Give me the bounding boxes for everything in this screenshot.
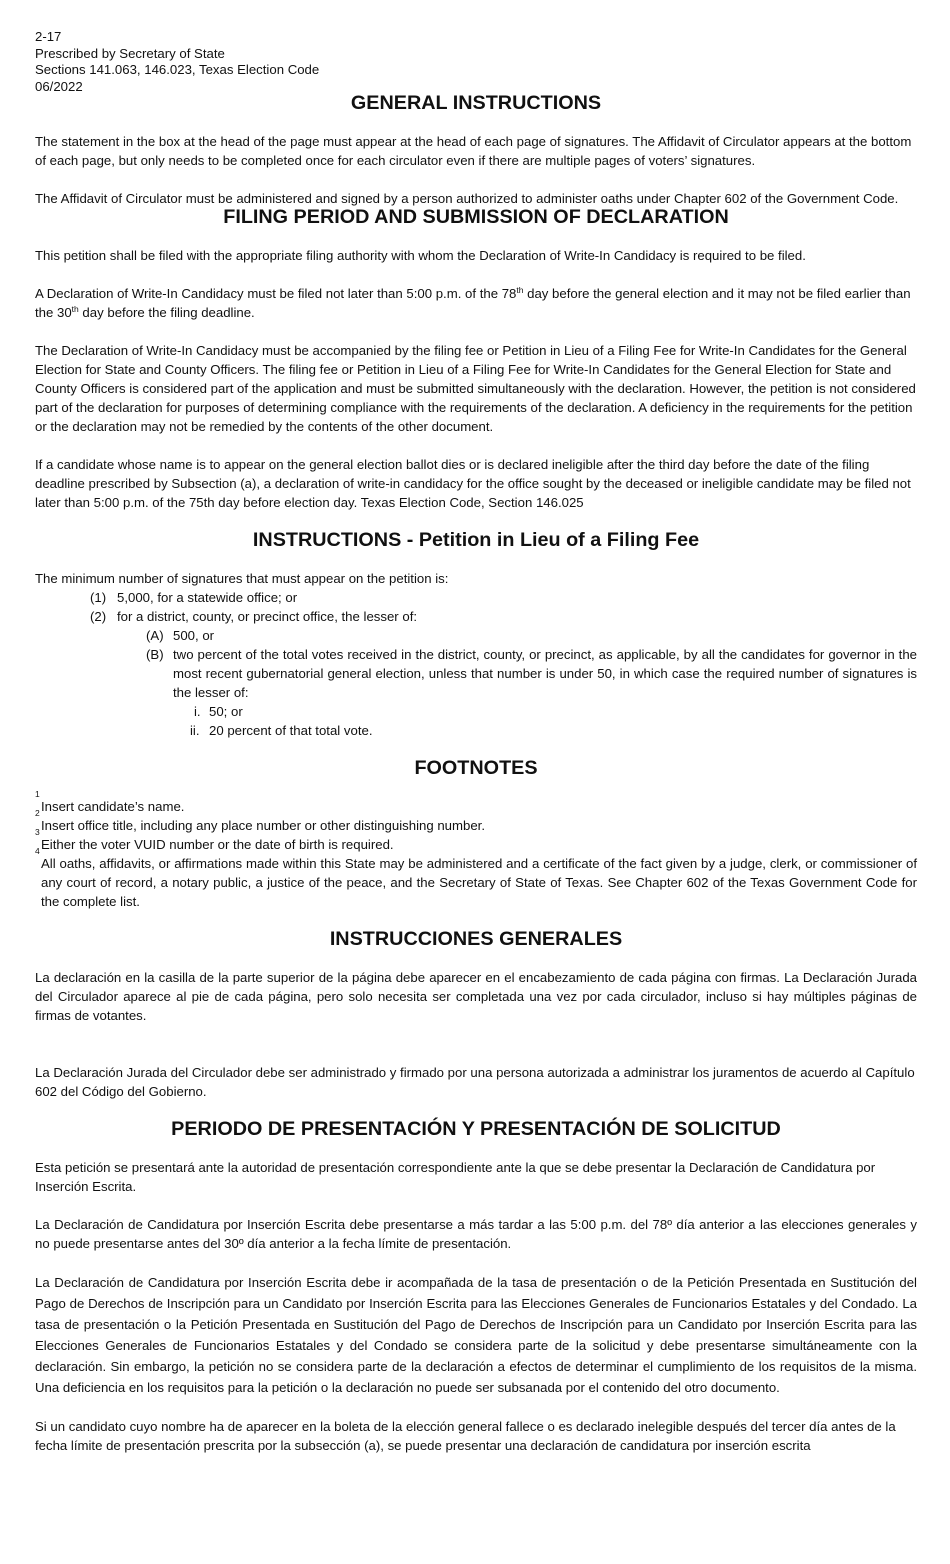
form-header <box>35 29 917 95</box>
list-item: (B) two percent of the total votes received in the district, county, or precinct, as applicable, by all the candidates for governor in the most recent gubernatorial general election, unless that number is under 50, in which case the required number of signatures is the lesser of: <box>146 647 917 700</box>
prescribed-by: Prescribed by Secretary of State <box>35 45 225 61</box>
form-number: 2-17 <box>35 29 62 44</box>
instrucciones-generales-p2: La Declaración Jurada del Circulador debe ser administrado y firmado por una persona autorizada a administrar los juramentos de acuerdo al Capítulo 602 del Código del Gobierno. <box>35 1065 915 1099</box>
list-item: (A) 500, or <box>146 628 215 643</box>
instrucciones-generales-heading: INSTRUCCIONES GENERALES <box>329 928 623 950</box>
instrucciones-generales-p1: La declaración en la casilla de la parte superior de la página debe aparecer en el encabezamiento de cada página con firmas. La Declaración Jurada del Circulador aparece al pie de cada página, pero solo necesita ser completada una vez por cada circulador, incluso si hay múltiples páginas de firmas de votantes. <box>35 970 917 1023</box>
general-instructions-p2: The Affidavit of Circulator must be administered and signed by a person authorized to administer oaths under Chapter 602 of the Government Code. <box>35 191 899 206</box>
filing-period-p3: The Declaration of Write-In Candidacy must be accompanied by the filing fee or Petition in Lieu of a Filing Fee for Write-In Candidates for the General Election for State and County Officers. The filing fee or Petition in Lieu of a Filing Fee for Write-In Candidates for the General Election for State and County Officers is considered part of the application and must be submitted simultaneously with the declaration. However, the petition is not considered part of the declaration for purposes of determining compliance with the requirements of the declaration. A deficiency in the requirements for the petition or the declaration may not be remedied by the contents of the other document. <box>35 343 916 434</box>
periodo-p2: La Declaración de Candidatura por Inserción Escrita debe presentarse a más tardar a las 5:00 p.m. del 78º día anterior a las elecciones generales y no puede presentarse antes del 30º día anterior a la fecha límite de presentación. <box>35 1217 917 1251</box>
general-instructions-heading: GENERAL INSTRUCTIONS <box>350 92 602 114</box>
form-date: 06/2022 <box>35 78 83 94</box>
filing-period-p2: A Declaration of Write-In Candidacy must be filed not later than 5:00 p.m. of the 78th day before the general election and it may not be filed earlier than the 30th day before the filing deadline. <box>35 285 911 320</box>
footnote: 3 Either the voter VUID number or the date of birth is required. <box>35 827 394 852</box>
periodo-heading: PERIODO DE PRESENTACIÓN Y PRESENTACIÓN DE SOLICITUD <box>171 1118 781 1140</box>
list-item: ii. 20 percent of that total vote. <box>190 723 373 738</box>
code-sections: Sections 141.063, 146.023, Texas Election Code <box>35 62 320 77</box>
petition-intro: The minimum number of signatures that must appear on the petition is: <box>35 571 449 586</box>
footnote: 4 All oaths, affidavits, or affirmations made within this State may be administered and a certificate of the fact given by a judge, clerk, or commissioner of any court of record, a notary public, a justice of the peace, and the Secretary of State of Texas. See Chapter 602 of the Texas Government Code for the complete list. <box>35 846 917 909</box>
footnote: 2 Insert office title, including any place number or other distinguishing number. <box>35 808 485 833</box>
general-instructions-p1: The statement in the box at the head of the page must appear at the head of each page of signatures. The Affidavit of Circulator appears at the bottom of each page, but only needs to be completed once for each circulator even if there are multiple pages of voters’ signatures. <box>35 134 912 168</box>
periodo-p3: La Declaración de Candidatura por Inserción Escrita debe ir acompañada de la tasa de presentación o de la Petición Presentada en Sustitución del Pago de Derechos de Inscripción para un Candidato por Inserción Escrita para las Elecciones Generales de Funcionarios Estatales y del Condado. La tasa de presentación o la Petición Presentada en Sustitución del Pago de Derechos de Inscripción para un Candidato por Inserción Escrita para las Elecciones Generales de Funcionarios Estatales y del Condado se considera parte de la solicitud y debe presentarse simultáneamente con la declaración. Sin embargo, la petición no se considera parte de la declaración a efectos de determinar el cumplimiento de los requisitos de la misma. Una deficiencia en los requisitos para la petición o la declaración no puede ser subsanada por el contenido del otro documento. <box>35 1275 917 1395</box>
filing-period-p4: If a candidate whose name is to appear on the general election ballot dies or is declared ineligible after the third day before the date of the filing deadline prescribed by Subsection (a), a declaration of write-in candidacy for the office sought by the deceased or ineligible candidate may be filed not later than 5:00 p.m. of the 75th day before election day. Texas Election Code, Section 146.025 <box>35 457 911 510</box>
footnote: 1 Insert candidate’s name. <box>35 789 185 814</box>
list-item: (1) 5,000, for a statewide office; or <box>90 590 298 605</box>
periodo-p4: Si un candidato cuyo nombre ha de aparecer en la boleta de la elección general fallece o es declarado inelegible después del tercer día antes de la fecha límite de presentación prescrita por la subsección (a), se puede presentar una declaración de candidatura por inserción escrita <box>35 1419 896 1453</box>
list-item: i. 50; or <box>194 704 243 719</box>
filing-period-p1: This petition shall be filed with the appropriate filing authority with whom the Declaration of Write-In Candidacy is required to be filed. <box>35 248 806 263</box>
document-page <box>35 29 917 1455</box>
footnotes-heading: FOOTNOTES <box>414 757 538 779</box>
signature-requirements-list <box>35 588 917 740</box>
periodo-p1: Esta petición se presentará ante la autoridad de presentación correspondiente ante la que se debe presentar la Declaración de Candidatura por Inserción Escrita. <box>35 1160 876 1194</box>
list-item: (2) for a district, county, or precinct office, the lesser of: <box>90 609 418 624</box>
filing-period-heading: FILING PERIOD AND SUBMISSION OF DECLARATION <box>223 206 729 228</box>
petition-instructions-heading: INSTRUCTIONS - Petition in Lieu of a Filing Fee <box>252 529 700 551</box>
